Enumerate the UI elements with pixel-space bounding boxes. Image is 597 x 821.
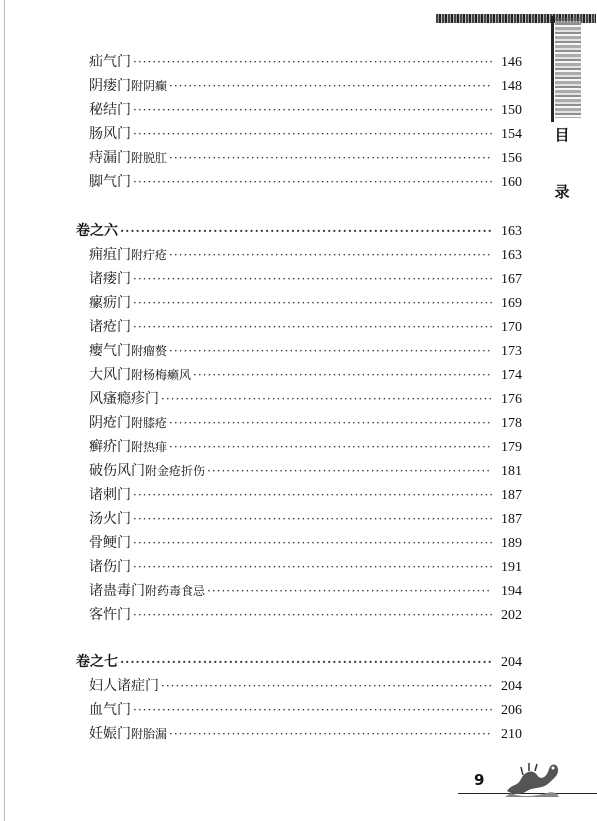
page-ref: 154 bbox=[501, 127, 522, 142]
entry-title: 肠风门 bbox=[89, 126, 131, 142]
leader-dots bbox=[169, 723, 492, 745]
leader-dots bbox=[169, 75, 492, 97]
entry-title: 诸蛊毒门 bbox=[89, 583, 145, 599]
toc-entry bbox=[89, 508, 522, 530]
entry-title: 诸瘘门 bbox=[89, 271, 131, 287]
entry-title: 诸刺门 bbox=[89, 487, 131, 503]
toc-entry bbox=[89, 388, 522, 410]
page-ref: 204 bbox=[501, 679, 522, 694]
side-ornament-pattern bbox=[555, 18, 581, 118]
side-ornament-rule bbox=[551, 16, 554, 122]
entry-title: 秘结门 bbox=[89, 102, 131, 118]
page-ref: 160 bbox=[501, 175, 522, 190]
leader-dots bbox=[169, 340, 492, 362]
toc-entry bbox=[89, 147, 522, 169]
entry-title: 汤火门 bbox=[89, 511, 131, 527]
toc-entry bbox=[89, 532, 522, 554]
entry-note: 附杨梅癞风 bbox=[131, 368, 192, 382]
leader-dots bbox=[133, 51, 492, 73]
toc-entry bbox=[89, 484, 522, 506]
toc-entry bbox=[89, 99, 522, 121]
page-ref: 206 bbox=[501, 703, 522, 718]
toc-entry bbox=[89, 460, 522, 482]
page-ref: 176 bbox=[501, 392, 522, 407]
leader-dots bbox=[133, 604, 492, 626]
toc-entry bbox=[89, 580, 522, 602]
leader-dots bbox=[133, 508, 492, 530]
leader-dots bbox=[193, 364, 492, 386]
leader-dots bbox=[161, 388, 492, 410]
leader-dots bbox=[161, 675, 492, 697]
entry-title: 脚气门 bbox=[89, 174, 131, 190]
page-ref: 163 bbox=[501, 248, 522, 263]
leader-dots bbox=[207, 580, 492, 602]
page-ref: 173 bbox=[501, 344, 522, 359]
entry-title: 癣疥门 bbox=[89, 439, 131, 455]
toc-entry bbox=[89, 292, 522, 314]
dragon-ornament-icon bbox=[503, 757, 561, 799]
entry-title: 妇人诸症门 bbox=[89, 678, 159, 694]
entry-title: 妊娠门 bbox=[89, 726, 131, 742]
side-section-title bbox=[551, 128, 573, 242]
page-ref: 210 bbox=[501, 727, 522, 742]
leader-dots bbox=[133, 99, 492, 121]
toc-entry bbox=[89, 436, 522, 458]
entry-title: 骨鲠门 bbox=[89, 535, 131, 551]
leader-dots bbox=[133, 532, 492, 554]
entry-title: 破伤风门 bbox=[89, 463, 145, 479]
volume-title: 卷之六 bbox=[76, 223, 118, 239]
entry-title: 诸伤门 bbox=[89, 559, 131, 575]
page-ref: 179 bbox=[501, 440, 522, 455]
page-ref: 174 bbox=[501, 368, 522, 383]
entry-title: 痔漏门 bbox=[89, 150, 131, 166]
toc-entry bbox=[89, 316, 522, 338]
toc-entry bbox=[89, 364, 522, 386]
volume-title: 卷之七 bbox=[76, 654, 118, 670]
page-ref: 169 bbox=[501, 296, 522, 311]
page-ref: 191 bbox=[501, 560, 522, 575]
toc-entry bbox=[89, 412, 522, 434]
toc-entry bbox=[89, 723, 522, 745]
toc-entry bbox=[89, 75, 522, 97]
leader-dots bbox=[133, 171, 492, 193]
entry-note: 附疔疮 bbox=[131, 248, 168, 262]
page-ref: 194 bbox=[501, 584, 522, 599]
page-ref: 167 bbox=[501, 272, 522, 287]
page-ref: 181 bbox=[501, 464, 522, 479]
leader-dots bbox=[133, 556, 492, 578]
entry-title: 阴瘘门 bbox=[89, 78, 131, 94]
entry-note: 附脱肛 bbox=[131, 151, 168, 165]
entry-title: 客忤门 bbox=[89, 607, 131, 623]
leader-dots bbox=[169, 412, 492, 434]
page-ref: 150 bbox=[501, 103, 522, 118]
volume-heading bbox=[76, 651, 522, 673]
page-ref: 202 bbox=[501, 608, 522, 623]
page-ref: 189 bbox=[501, 536, 522, 551]
entry-title: 痈疽门 bbox=[89, 247, 131, 263]
leader-dots bbox=[120, 220, 492, 242]
entry-title: 血气门 bbox=[89, 702, 131, 718]
page-number: 9 bbox=[474, 771, 485, 789]
toc-entry bbox=[89, 604, 522, 626]
page-ref: 163 bbox=[501, 224, 522, 239]
page-ref: 204 bbox=[501, 655, 522, 670]
leader-dots bbox=[169, 147, 492, 169]
leader-dots bbox=[120, 651, 492, 673]
entry-title: 大风门 bbox=[89, 367, 131, 383]
page-ref: 187 bbox=[501, 488, 522, 503]
leader-dots bbox=[133, 268, 492, 290]
entry-note: 附膝疮 bbox=[131, 416, 168, 430]
leader-dots bbox=[133, 699, 492, 721]
leader-dots bbox=[133, 123, 492, 145]
entry-note: 附胎漏 bbox=[131, 727, 168, 741]
entry-note: 附热痱 bbox=[131, 440, 168, 454]
entry-title: 瘿气门 bbox=[89, 343, 131, 359]
entry-note: 附瘤赘 bbox=[131, 344, 168, 358]
entry-title: 瘰疬门 bbox=[89, 295, 131, 311]
entry-title: 诸疮门 bbox=[89, 319, 131, 335]
page-ref: 170 bbox=[501, 320, 522, 335]
toc-entry bbox=[89, 51, 522, 73]
leader-dots bbox=[207, 460, 492, 482]
toc-entry bbox=[89, 340, 522, 362]
page-ref: 178 bbox=[501, 416, 522, 431]
page-ref: 148 bbox=[501, 79, 522, 94]
toc-entry bbox=[89, 123, 522, 145]
leader-dots bbox=[169, 436, 492, 458]
toc-entry bbox=[89, 675, 522, 697]
side-title-char: 录 bbox=[554, 183, 570, 201]
page-ref: 146 bbox=[501, 55, 522, 70]
page-ref: 156 bbox=[501, 151, 522, 166]
page-ref: 187 bbox=[501, 512, 522, 527]
toc-entry bbox=[89, 556, 522, 578]
page-edge-line bbox=[4, 0, 5, 821]
entry-note: 附阴癫 bbox=[131, 79, 168, 93]
leader-dots bbox=[133, 316, 492, 338]
leader-dots bbox=[133, 484, 492, 506]
entry-title: 阴疮门 bbox=[89, 415, 131, 431]
leader-dots bbox=[133, 292, 492, 314]
entry-note: 附药毒食忌 bbox=[145, 584, 206, 598]
toc-entry bbox=[89, 244, 522, 266]
toc-entry bbox=[89, 171, 522, 193]
toc-entry bbox=[89, 699, 522, 721]
entry-title: 风瘙瘾疹门 bbox=[89, 391, 159, 407]
toc-entry bbox=[89, 268, 522, 290]
entry-note: 附金疮折伤 bbox=[145, 464, 206, 478]
side-title-char: 目 bbox=[554, 126, 570, 144]
entry-title: 疝气门 bbox=[89, 54, 131, 70]
leader-dots bbox=[169, 244, 492, 266]
volume-heading bbox=[76, 220, 522, 242]
